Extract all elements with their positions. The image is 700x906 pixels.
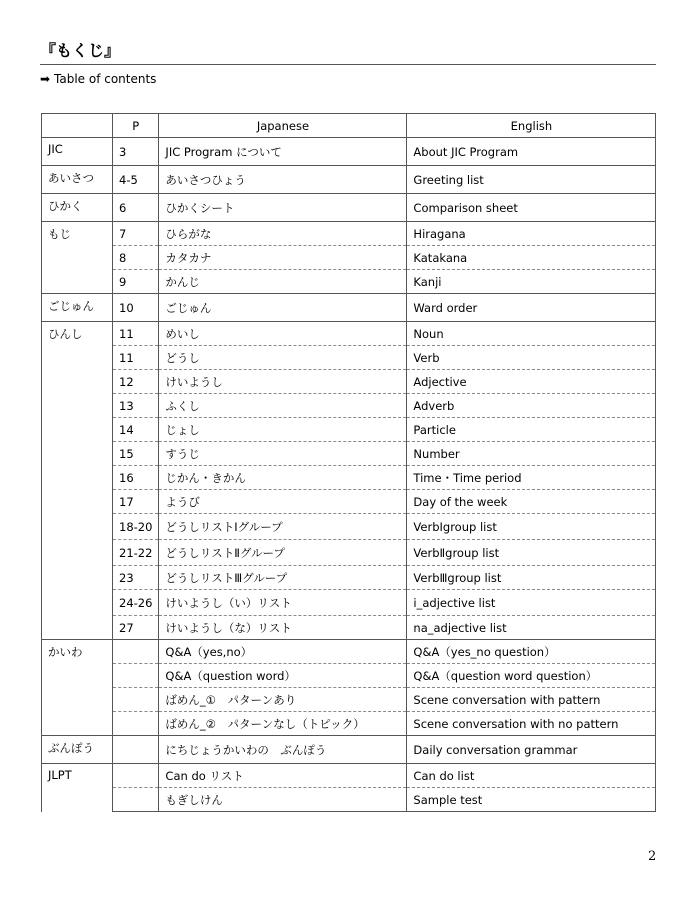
japanese-cell: Can do リスト (159, 764, 407, 788)
japanese-cell: どうしリストⅢグループ (159, 566, 407, 590)
english-cell: Day of the week (407, 490, 656, 514)
table-row (42, 590, 656, 616)
japanese-cell: すうじ (159, 442, 407, 466)
english-cell: Particle (407, 418, 656, 442)
english-cell: Ward order (407, 294, 656, 322)
table-row (42, 370, 656, 394)
english-cell: Katakana (407, 246, 656, 270)
category-cell: JIC (42, 138, 113, 166)
page-cell: 27 (113, 616, 159, 640)
english-cell: Hiragana (407, 222, 656, 246)
english-cell: Can do list (407, 764, 656, 788)
table-row (42, 194, 656, 222)
page-cell: 12 (113, 370, 159, 394)
page-cell: 16 (113, 466, 159, 490)
japanese-cell: けいようし (159, 370, 407, 394)
table-row (42, 294, 656, 322)
category-cell: あいさつ (42, 166, 113, 194)
table-row (42, 246, 656, 270)
table-row (42, 514, 656, 540)
japanese-cell: ようび (159, 490, 407, 514)
page-title: 『もくじ』 (40, 40, 656, 65)
page-cell: 23 (113, 566, 159, 590)
toc-table (41, 113, 656, 812)
japanese-cell: にちじょうかいわの ぶんぽう (159, 736, 407, 764)
japanese-cell: どうしリストⅠグループ (159, 514, 407, 540)
english-cell: Adjective (407, 370, 656, 394)
category-cell: JLPT (42, 764, 113, 812)
table-row (42, 566, 656, 590)
english-cell: Sample test (407, 788, 656, 812)
page-cell (113, 688, 159, 712)
page-cell: 7 (113, 222, 159, 246)
page-cell: 18-20 (113, 514, 159, 540)
english-cell: Q&A（question word question） (407, 664, 656, 688)
page-cell (113, 712, 159, 736)
english-cell: Kanji (407, 270, 656, 294)
category-cell: ごじゅん (42, 294, 113, 322)
header-category (42, 114, 113, 138)
japanese-cell: JIC Program について (159, 138, 407, 166)
japanese-cell: ばめん_① パターンあり (159, 688, 407, 712)
japanese-cell: Q&A（yes,no） (159, 640, 407, 664)
page-cell: 11 (113, 346, 159, 370)
english-cell: i_adjective list (407, 590, 656, 616)
japanese-cell: めいし (159, 322, 407, 346)
subtitle-text: Table of contents (54, 72, 157, 86)
table-row (42, 664, 656, 688)
japanese-cell: かんじ (159, 270, 407, 294)
table-row (42, 322, 656, 346)
japanese-cell: けいようし（な）リスト (159, 616, 407, 640)
table-row (42, 490, 656, 514)
header-page: P (113, 114, 159, 138)
page-cell (113, 640, 159, 664)
page-cell: 9 (113, 270, 159, 294)
page-cell: 8 (113, 246, 159, 270)
table-row (42, 442, 656, 466)
page-number: 2 (648, 849, 657, 864)
english-cell: Daily conversation grammar (407, 736, 656, 764)
japanese-cell: ふくし (159, 394, 407, 418)
japanese-cell: ごじゅん (159, 294, 407, 322)
table-row (42, 222, 656, 246)
page-cell (113, 736, 159, 764)
english-cell: Noun (407, 322, 656, 346)
english-cell: Scene conversation with no pattern (407, 712, 656, 736)
table-row (42, 688, 656, 712)
japanese-cell: じょし (159, 418, 407, 442)
arrow-right-icon: ➡ (40, 72, 51, 86)
english-cell: Time・Time period (407, 466, 656, 490)
page-cell: 10 (113, 294, 159, 322)
english-cell: About JIC Program (407, 138, 656, 166)
table-row (42, 394, 656, 418)
table-row (42, 346, 656, 370)
page-cell (113, 764, 159, 788)
page-cell: 6 (113, 194, 159, 222)
table-row (42, 418, 656, 442)
table-row (42, 466, 656, 490)
english-cell: na_adjective list (407, 616, 656, 640)
japanese-cell: ばめん_② パターンなし（トピック） (159, 712, 407, 736)
page-cell: 4-5 (113, 166, 159, 194)
page-cell (113, 664, 159, 688)
japanese-cell: あいさつひょう (159, 166, 407, 194)
header-english: English (407, 114, 656, 138)
table-row (42, 616, 656, 640)
english-cell: Greeting list (407, 166, 656, 194)
japanese-cell: もぎしけん (159, 788, 407, 812)
english-cell: Verb (407, 346, 656, 370)
english-cell: Comparison sheet (407, 194, 656, 222)
table-row (42, 540, 656, 566)
english-cell: Adverb (407, 394, 656, 418)
category-cell: ひんし (42, 322, 113, 640)
category-cell: ぶんぽう (42, 736, 113, 764)
page-cell: 14 (113, 418, 159, 442)
english-cell: VerbⅡgroup list (407, 540, 656, 566)
table-row (42, 640, 656, 664)
japanese-cell: Q&A（question word） (159, 664, 407, 688)
page-cell: 11 (113, 322, 159, 346)
page-cell: 21-22 (113, 540, 159, 566)
table-row (42, 166, 656, 194)
table-row (42, 712, 656, 736)
japanese-cell: ひかくシート (159, 194, 407, 222)
english-cell: Q&A（yes_no question） (407, 640, 656, 664)
japanese-cell: どうし (159, 346, 407, 370)
table-header-row (42, 114, 656, 138)
japanese-cell: カタカナ (159, 246, 407, 270)
category-cell: かいわ (42, 640, 113, 736)
toc-body (42, 138, 656, 812)
table-row (42, 138, 656, 166)
header-japanese: Japanese (159, 114, 407, 138)
english-cell: Number (407, 442, 656, 466)
japanese-cell: ひらがな (159, 222, 407, 246)
page-cell: 3 (113, 138, 159, 166)
page-cell: 15 (113, 442, 159, 466)
table-row (42, 764, 656, 788)
page-cell: 13 (113, 394, 159, 418)
japanese-cell: じかん・きかん (159, 466, 407, 490)
category-cell: もじ (42, 222, 113, 294)
table-row (42, 736, 656, 764)
english-cell: VerbⅠgroup list (407, 514, 656, 540)
table-row (42, 788, 656, 812)
subtitle (40, 71, 156, 87)
english-cell: Scene conversation with pattern (407, 688, 656, 712)
page-cell: 17 (113, 490, 159, 514)
english-cell: VerbⅢgroup list (407, 566, 656, 590)
japanese-cell: けいようし（い）リスト (159, 590, 407, 616)
japanese-cell: どうしリストⅡグループ (159, 540, 407, 566)
category-cell: ひかく (42, 194, 113, 222)
page-cell: 24-26 (113, 590, 159, 616)
page-cell (113, 788, 159, 812)
table-row (42, 270, 656, 294)
